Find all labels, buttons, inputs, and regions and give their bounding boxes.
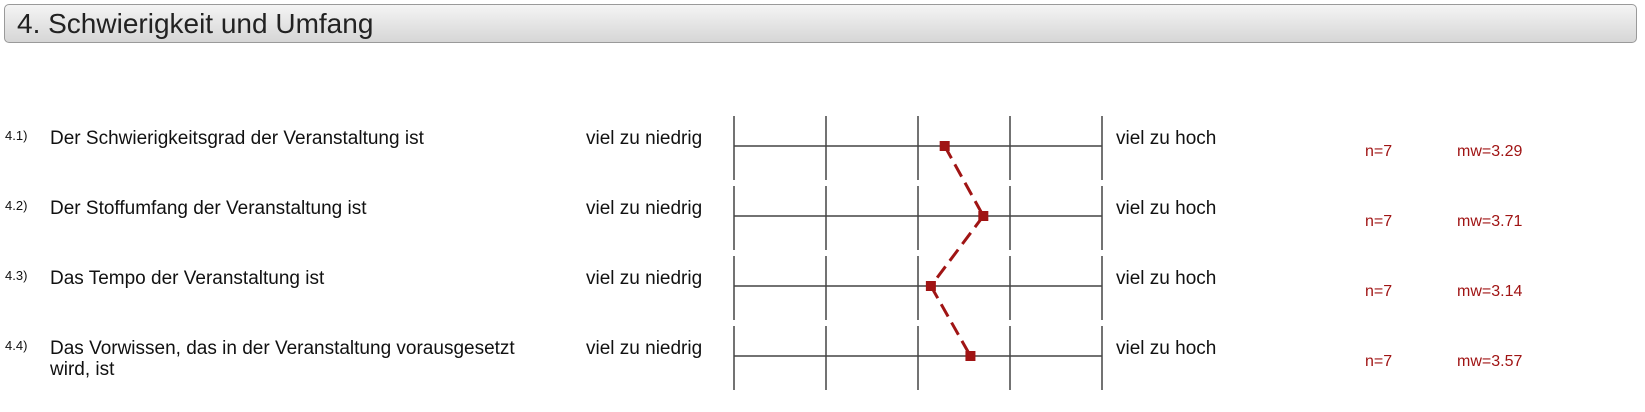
- mean-marker: [926, 281, 936, 291]
- mean-connector-line: [945, 146, 984, 216]
- response-count: n=7: [1365, 353, 1393, 370]
- question-number: 4.1): [5, 128, 28, 143]
- mean-value: mw=3.71: [1457, 213, 1523, 230]
- scale-left-label: viel zu niedrig: [586, 198, 703, 219]
- question-text: Der Stoffumfang der Veranstaltung ist: [50, 198, 367, 219]
- mean-value: mw=3.57: [1457, 353, 1523, 370]
- section-title: 4. Schwierigkeit und Umfang: [17, 8, 374, 39]
- mean-connector-line: [931, 216, 983, 286]
- mean-marker: [978, 211, 988, 221]
- scale-left-label: viel zu niedrig: [586, 268, 703, 289]
- scale-right-label: viel zu hoch: [1116, 268, 1217, 289]
- scale-right-label: viel zu hoch: [1116, 128, 1217, 149]
- scale-right-label: viel zu hoch: [1116, 198, 1217, 219]
- mean-connector-line: [931, 286, 971, 356]
- mean-marker: [965, 351, 975, 361]
- response-count: n=7: [1365, 283, 1393, 300]
- question-text: Das Vorwissen, das in der Veranstaltung vorausgesetzt wird, ist: [50, 338, 515, 380]
- scale-right-label: viel zu hoch: [1116, 338, 1217, 359]
- mean-value: mw=3.29: [1457, 143, 1523, 160]
- question-number: 4.2): [5, 198, 28, 213]
- scale-left-label: viel zu niedrig: [586, 338, 703, 359]
- response-count: n=7: [1365, 143, 1393, 160]
- response-count: n=7: [1365, 213, 1393, 230]
- question-number: 4.3): [5, 268, 28, 283]
- scale-left-label: viel zu niedrig: [586, 128, 703, 149]
- mean-marker: [940, 141, 950, 151]
- mean-value: mw=3.14: [1457, 283, 1523, 300]
- question-text: Das Tempo der Veranstaltung ist: [50, 268, 325, 289]
- question-text: Der Schwierigkeitsgrad der Veranstaltung ist: [50, 128, 424, 149]
- question-number: 4.4): [5, 338, 28, 353]
